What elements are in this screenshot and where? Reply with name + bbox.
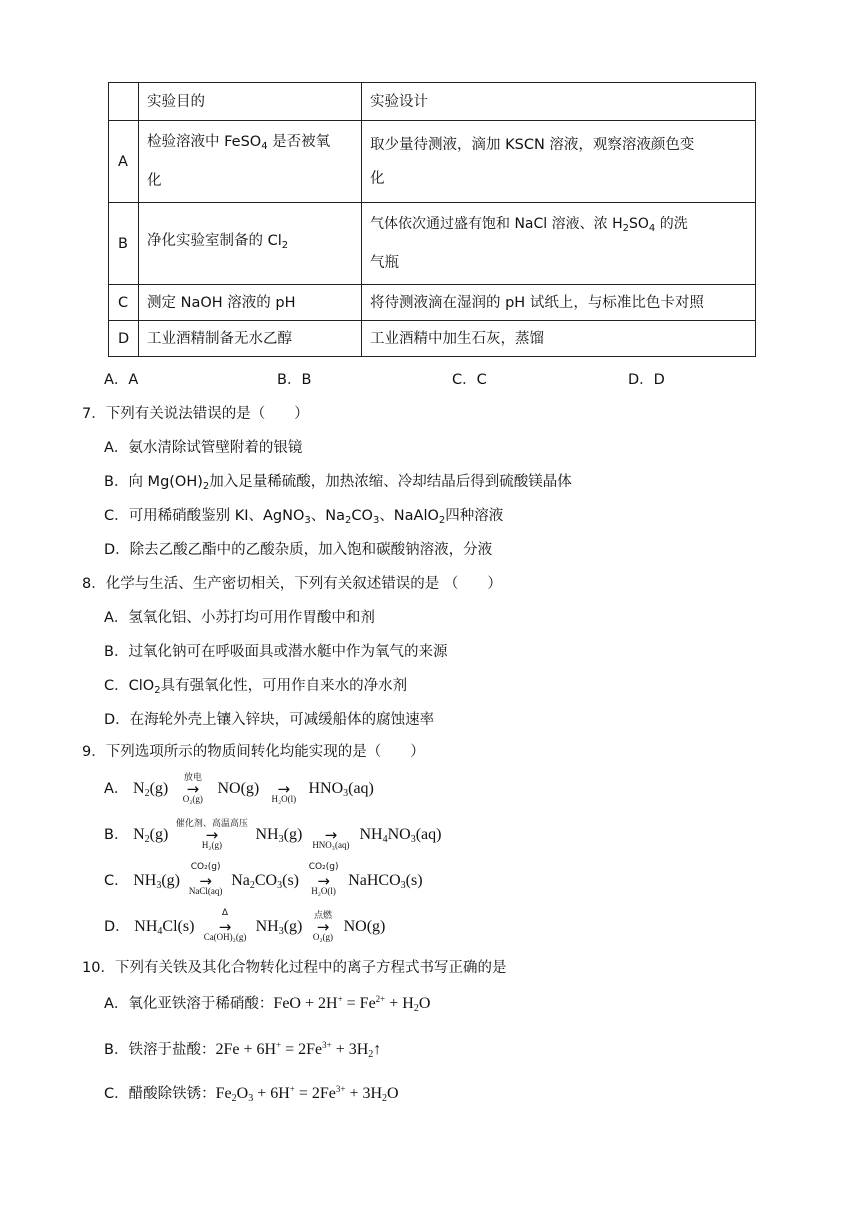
reaction-arrow: 催化剂、高温高压 → H₂(g) [175, 819, 248, 850]
q6-option-c: C．C [452, 372, 487, 388]
q10-option-c: C．醋酸除铁锈：$Fe_2O_3 + 6H^+ = 2Fe^{3+} + 3H_2O$ [104, 1084, 399, 1104]
row-purpose: 工业酒精制备无水乙醇 [139, 321, 362, 357]
table-header-design: 实验设计 [362, 83, 756, 121]
q8-option-a: A．氢氧化铝、小苏打均可用作胃酸中和剂 [104, 610, 375, 626]
table-row [109, 203, 756, 285]
q7-option-a: A．氨水清除试管壁附着的银镜 [104, 440, 303, 456]
purpose-text: 净化实验室制备的 Cl [147, 233, 282, 249]
design-sub: 2 [622, 223, 629, 234]
reaction-arrow: Δ → Ca(OH)₂(g) [203, 908, 247, 942]
q8-stem: 8．化学与生活、生产密切相关，下列有关叙述错误的是 （ ） [82, 576, 502, 592]
row-purpose [139, 203, 362, 285]
design-text: 的洗 [655, 216, 688, 232]
table-header-blank [109, 83, 139, 121]
q10-option-a: A．氧化亚铁溶于稀硝酸：FeO + $2H^+ = Fe^{2+} + H_2O$ [104, 994, 431, 1014]
row-label: A [109, 121, 139, 203]
table-header-row [109, 83, 756, 121]
row-label: C [109, 285, 139, 321]
q10-option-b: B．铁溶于盐酸：$2Fe + 6H^+ = 2Fe^{3+}$ + $3H_2↑$ [104, 1040, 382, 1060]
q9-stem: 9．下列选项所示的物质间转化均能实现的是（ ） [82, 744, 425, 760]
design-text: 气瓶 [370, 255, 399, 271]
row-label: D [109, 321, 139, 357]
q9-option-c: C． $NH_3(g)$ CO₂(g) → NaCl(aq) $Na_2CO_3(s)$ CO₂(g) → H₂O(l) NaHCO$_3$(s) [104, 862, 423, 896]
q10-stem: 10．下列有关铁及其化合物转化过程中的离子方程式书写正确的是 [82, 960, 507, 976]
purpose-text: 化 [147, 173, 162, 189]
row-purpose [139, 121, 362, 203]
q7-option-b: B．向 $Mg(OH)_2$加入足量稀硫酸，加热浓缩、冷却结晶后得到硫酸镁晶体 [104, 474, 572, 492]
row-design [362, 121, 756, 203]
reaction-arrow: → HNO₃(aq) [312, 826, 350, 850]
q6-option-a: A．A [104, 372, 139, 388]
reaction-arrow: → H₂O(l) [271, 780, 297, 804]
q8-option-c: C．ClO$_2$具有强氧化性，可用作自来水的净水剂 [104, 678, 408, 696]
design-text: 取少量待测液，滴加 KSCN 溶液，观察溶液颜色变 [370, 136, 695, 153]
table-row [109, 321, 756, 357]
q8-option-b: B．过氧化钠可在呼吸面具或潜水艇中作为氧气的来源 [104, 644, 448, 660]
purpose-sub: 4 [261, 141, 268, 152]
q7-option-c: C．可用稀硝酸鉴别 KI、AgNO$_3$、$Na_2CO_3$、NaAlO$_2$四种溶液 [104, 508, 504, 526]
purpose-text: 是否被氧 [267, 134, 331, 150]
q7-stem: 7．下列有关说法错误的是（ ） [82, 406, 309, 422]
q9-option-b: B． $N_2(g)$ 催化剂、高温高压 → H₂(g) $NH_3(g)$ → HNO₃(aq) $NH_4NO_3(aq)$ [104, 819, 442, 850]
q6-option-b: B．B [277, 372, 312, 388]
table-row [109, 285, 756, 321]
design-text: 气体依次通过盛有饱和 NaCl 溶液、浓 H [370, 216, 623, 232]
row-design: 工业酒精中加生石灰，蒸馏 [362, 321, 756, 357]
design-text: SO [628, 216, 649, 232]
purpose-text: 检验溶液中 FeSO [147, 134, 262, 150]
reaction-arrow: 点燃 → O₂(g) [312, 911, 334, 942]
table-header-purpose: 实验目的 [139, 83, 362, 121]
q6-option-d: D．D [628, 372, 665, 388]
q8-option-d: D．在海轮外壳上镶入锌块，可减缓船体的腐蚀速率 [104, 712, 435, 728]
row-design [362, 203, 756, 285]
row-design: 将待测液滴在湿润的 pH 试纸上，与标准比色卡对照 [362, 285, 756, 321]
reaction-arrow: CO₂(g) → H₂O(l) [308, 862, 339, 896]
experiment-table [108, 82, 756, 357]
purpose-sub: 2 [281, 240, 289, 251]
row-purpose: 测定 NaOH 溶液的 pH [139, 285, 362, 321]
reaction-arrow: CO₂(g) → NaCl(aq) [188, 862, 223, 896]
table-row [109, 121, 756, 203]
row-label: B [109, 203, 139, 285]
q9-option-d: D． $NH_4Cl(s)$ Δ → Ca(OH)₂(g) $NH_3(g)$ 点燃 → O₂(g) NO(g) [104, 908, 386, 942]
reaction-arrow: 放电 → O₂(g) [182, 773, 203, 804]
design-text: 化 [370, 170, 385, 187]
q9-option-a: A． $N_2(g)$ 放电 → O₂(g) NO(g) → H₂O(l) $HNO_3(aq)$ [104, 773, 374, 804]
design-sub: 4 [648, 223, 656, 234]
q7-option-d: D．除去乙酸乙酯中的乙酸杂质，加入饱和碳酸钠溶液，分液 [104, 542, 493, 558]
